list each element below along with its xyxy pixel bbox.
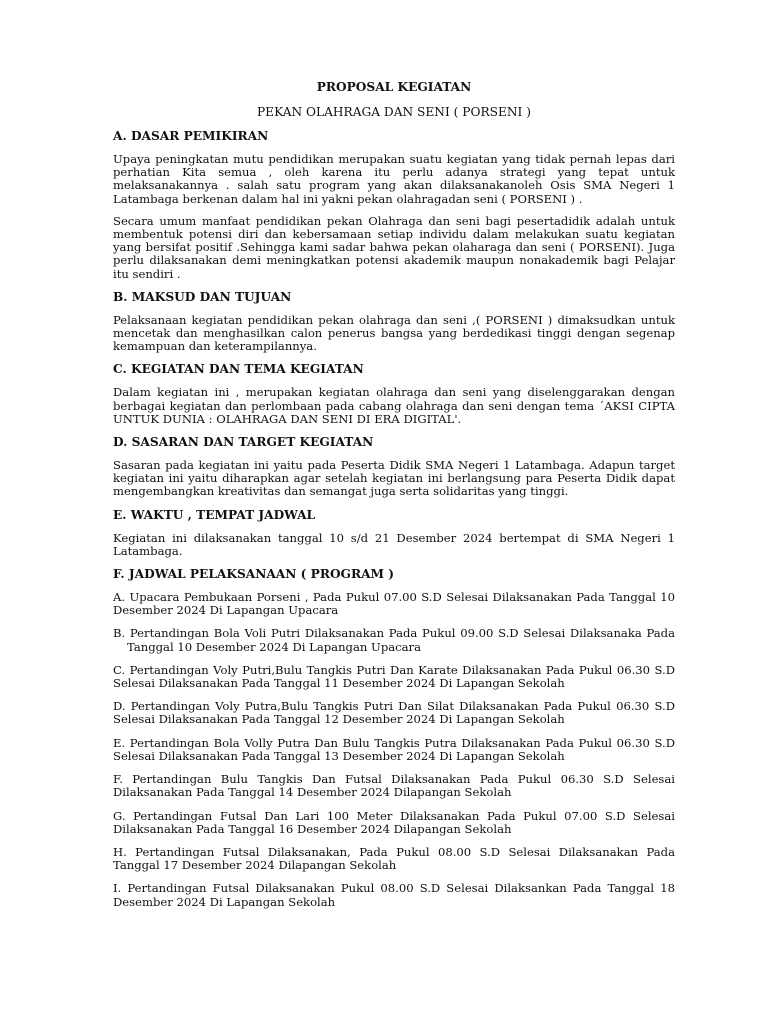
- section-a-paragraph-2: Secara umum manfaat pendidikan pekan Olahraga dan seni bagi pesertadidik adalah untuk membentuk potensi diri dan kebersamaan setiap individu dalam melakukan suatu kegiatan yang bersifat positif .Sehingga kami sadar bahwa pekan olaharaga dan seni ( PORSENI). Juga perlu dilaksanakan demi meningkatkan potensi akademik maupun nonakademik bagi Pelajar itu sendiri .: [113, 213, 675, 281]
- section-b-heading: B. MAKSUD DAN TUJUAN: [113, 289, 292, 304]
- section-e-paragraph-1: Kegiatan ini dilaksanakan tanggal 10 s/d 21 Desember 2024 bertempat di SMA Negeri 1 Latambaga.: [113, 530, 675, 558]
- schedule-item-d: D. Pertandingan Voly Putra,Bulu Tangkis Putri Dan Silat Dilaksanakan Pada Pukul 06.30 S.D Selesai Dilaksanakan Pada Tanggal 12 Desember 2024 Di Lapangan Sekolah: [113, 699, 675, 727]
- schedule-item-b: B. Pertandingan Bola Voli Putri Dilaksanakan Pada Pukul 09.00 S.D Selesai Dilaksanaka Pada Tanggal 10 Desember 2024 Di Lapangan Upacara: [113, 626, 675, 654]
- schedule-item-i: I. Pertandingan Futsal Dilaksanakan Pukul 08.00 S.D Selesai Dilaksankan Pada Tanggal 18 Desember 2024 Di Lapangan Sekolah: [113, 881, 675, 909]
- section-c-heading: C. KEGIATAN DAN TEMA KEGIATAN: [113, 362, 364, 377]
- section-a-heading: A. DASAR PEMIKIRAN: [113, 129, 269, 143]
- section-b-paragraph-1: Pelaksanaan kegiatan pendidikan pekan olahraga dan seni ,( PORSENI ) dimaksudkan untuk mencetak dan menghasilkan calon penerus bangsa yang berdedikasi tinggi dengan segenap kemampuan dan keterampilannya.: [113, 312, 675, 354]
- schedule-item-h: H. Pertandingan Futsal Dilaksanakan, Pada Pukul 08.00 S.D Selesai Dilaksanakan Pada Tanggal 17 Desember 2024 Dilapangan Sekolah: [113, 844, 675, 873]
- section-e-heading: E. WAKTU , TEMPAT JADWAL: [113, 507, 316, 522]
- schedule-item-c: C. Pertandingan Voly Putri,Bulu Tangkis Putri Dan Karate Dilaksanakan Pada Pukul 06.30 S.D Selesai Dilaksanakan Pada Tanggal 11 Desember 2024 Di Lapangan Sekolah: [113, 662, 675, 691]
- section-d-paragraph-1: Sasaran pada kegiatan ini yaitu pada Peserta Didik SMA Negeri 1 Latambaga. Adapun target kegiatan ini yaitu diharapkan agar setelah kegiatan ini berlangsung para Peserta Didik dapat mengembangkan kreativitas dan semangat juga serta solidaritas yang tinggi.: [113, 458, 675, 499]
- schedule-item-e: E. Pertandingan Bola Volly Putra Dan Bulu Tangkis Putra Dilaksanakan Pada Pukul 06.30 S.D Selesai Dilaksanakan Pada Tanggal 13 Desember 2024 Di Lapangan Sekolah: [113, 735, 675, 763]
- document-page: [113, 80, 675, 919]
- schedule-item-a: A. Upacara Pembukaan Porseni , Pada Pukul 07.00 S.D Selesai Dilaksanakan Pada Tanggal 10 Desember 2024 Di Lapangan Upacara: [113, 590, 675, 618]
- section-a-paragraph-1: Upaya peningkatan mutu pendidikan merupakan suatu kegiatan yang tidak pernah lepas dari perhatian Kita semua , oleh karena itu perlu adanya strategi yang tepat untuk melaksanakannya . salah satu program yang akan dilaksanakanoleh Osis SMA Negeri 1 Latambaga berkenan dalam hal ini yakni pekan olahragadan seni ( PORSENI ) .: [113, 152, 675, 206]
- document-title: PROPOSAL KEGIATAN: [316, 80, 472, 94]
- document-subtitle: PEKAN OLAHRAGA DAN SENI ( PORSENI ): [256, 105, 531, 119]
- section-d-heading: D. SASARAN DAN TARGET KEGIATAN: [113, 435, 374, 450]
- section-c-paragraph-1: Dalam kegiatan ini , merupakan kegiatan olahraga dan seni yang diselenggarakan dengan berbagai kegiatan dan perlombaan pada cabang olahraga dan seni dengan tema ´AKSI CIPTA UNTUK DUNIA : OLAHRAGA DAN SENI DI ERA DIGITAL'.: [113, 385, 675, 426]
- schedule-item-g: G. Pertandingan Futsal Dan Lari 100 Meter Dilaksanakan Pada Pukul 07.00 S.D Selesai Dilaksanakan Pada Tanggal 16 Desember 2024 Dilapangan Sekolah: [113, 808, 675, 836]
- section-f-heading: F. JADWAL PELAKSANAAN ( PROGRAM ): [113, 567, 395, 582]
- schedule-item-f: F. Pertandingan Bulu Tangkis Dan Futsal Dilaksanakan Pada Pukul 06.30 S.D Selesai Dilaksanakan Pada Tanggal 14 Desember 2024 Dilapangan Sekolah: [113, 772, 675, 800]
